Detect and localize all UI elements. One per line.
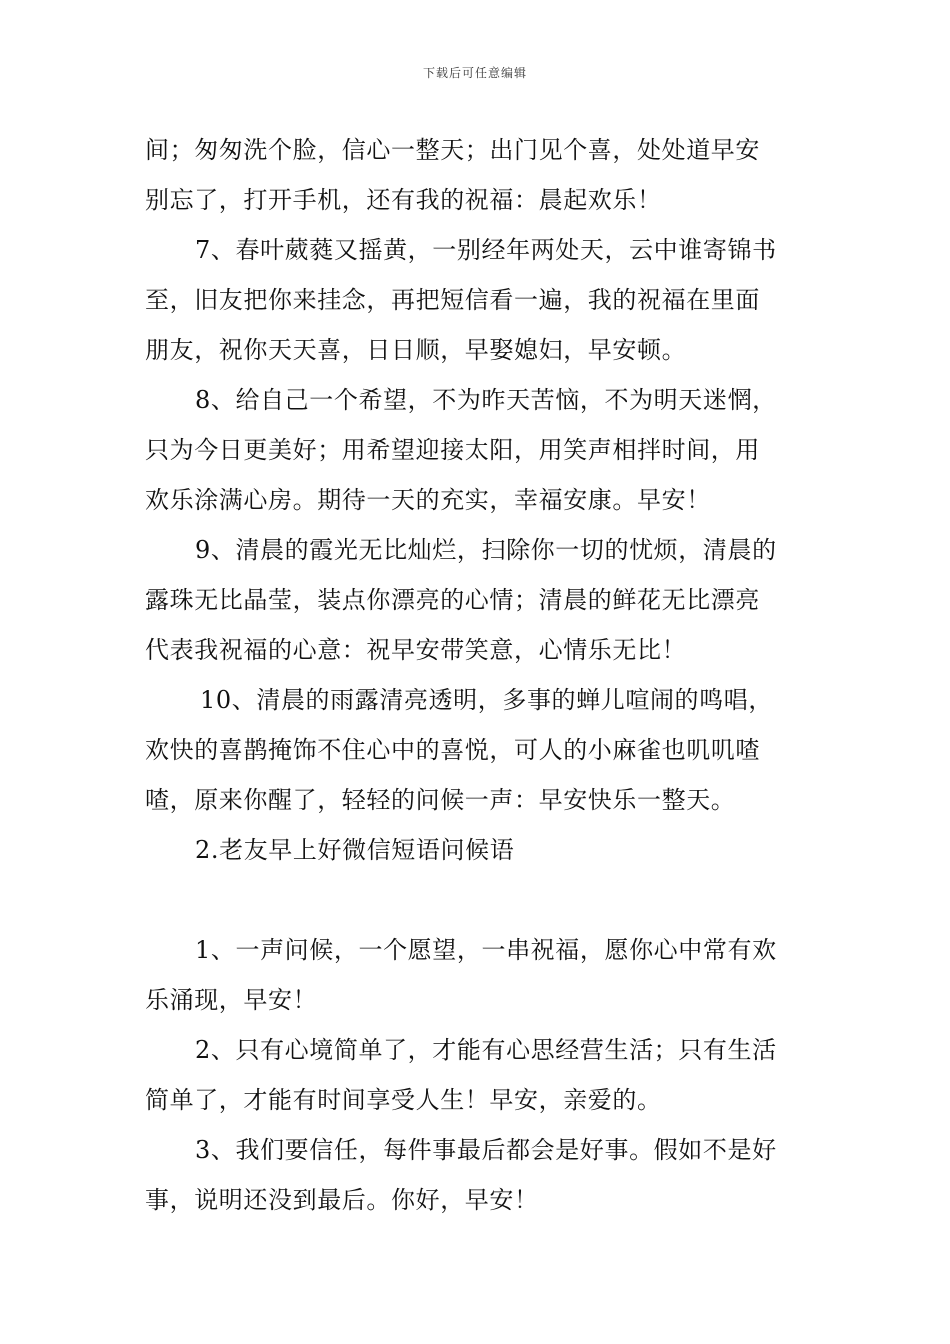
body-line: 朋友，祝你天天喜，日日顺，早娶媳妇，早安顿。 <box>145 336 687 364</box>
body-line: 欢乐涂满心房。期待一天的充实，幸福安康。早安！ <box>145 486 711 514</box>
body-line: 简单了，才能有时间享受人生！早安，亲爱的。 <box>145 1086 662 1114</box>
section-heading: 2.老友早上好微信短语问候语 <box>195 836 515 864</box>
body-line: 10、清晨的雨露清亮透明，多事的蝉儿喧闹的鸣唱， <box>200 686 773 714</box>
body-line: 代表我祝福的心意：祝早安带笑意，心情乐无比！ <box>145 636 687 664</box>
body-line: 别忘了，打开手机，还有我的祝福：晨起欢乐！ <box>145 186 662 214</box>
body-line: 至，旧友把你来挂念，再把短信看一遍，我的祝福在里面 <box>145 286 760 314</box>
body-line: 露珠无比晶莹，装点你漂亮的心情；清晨的鲜花无比漂亮 <box>145 586 760 614</box>
body-line: 3、我们要信任，每件事最后都会是好事。假如不是好 <box>195 1136 777 1164</box>
body-line: 1、一声问候，一个愿望，一串祝福，愿你心中常有欢 <box>195 936 777 964</box>
body-line: 只为今日更美好；用希望迎接太阳，用笑声相拌时间，用 <box>145 436 760 464</box>
body-line: 间；匆匆洗个脸，信心一整天；出门见个喜，处处道早安 <box>145 136 760 164</box>
body-line: 喳，原来你醒了，轻轻的问候一声：早安快乐一整天。 <box>145 786 736 814</box>
header-note: 下载后可任意编辑 <box>422 66 527 80</box>
body-line: 7、春叶葳蕤又摇黄，一别经年两处天，云中谁寄锦书 <box>195 236 777 264</box>
body-line: 欢快的喜鹊掩饰不住心中的喜悦，可人的小麻雀也叽叽喳 <box>145 736 760 764</box>
body-line: 乐涌现，早安！ <box>145 986 318 1014</box>
body-line: 8、给自己一个希望，不为昨天苦恼，不为明天迷惘， <box>195 386 777 414</box>
body-line: 9、清晨的霞光无比灿烂，扫除你一切的忧烦，清晨的 <box>195 536 777 564</box>
body-line: 事，说明还没到最后。你好，早安！ <box>145 1186 539 1214</box>
body-line: 2、只有心境简单了，才能有心思经营生活；只有生活 <box>195 1036 777 1064</box>
